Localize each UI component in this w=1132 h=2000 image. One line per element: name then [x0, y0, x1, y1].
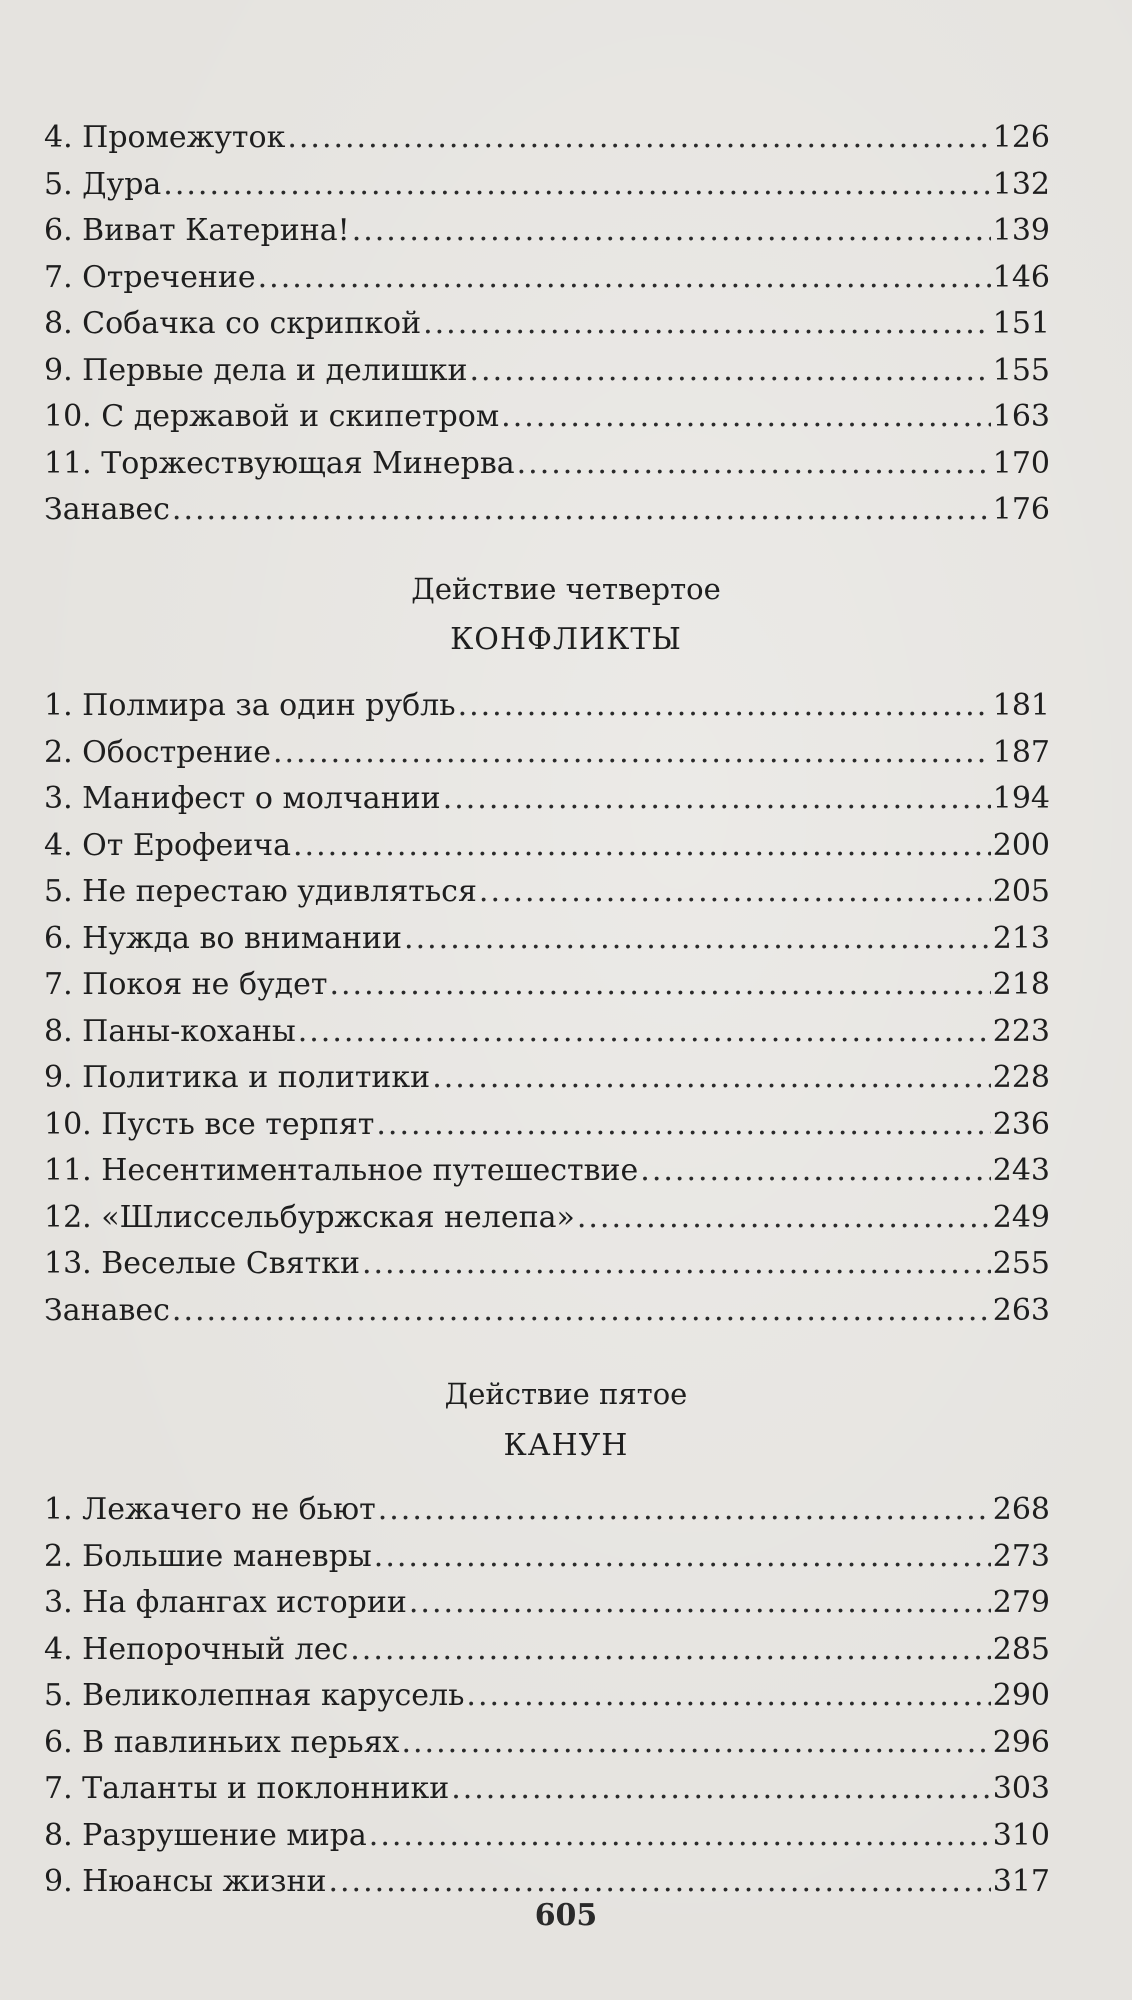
- toc-entry-title: 5. Великолепная карусель: [44, 1678, 465, 1713]
- toc-entry-page: 213: [992, 920, 1050, 956]
- toc-entry-title: 6. Виват Катерина!: [44, 213, 350, 248]
- toc-entry: [44, 1195, 1050, 1242]
- toc-entry-title: 4. От Ерофеича: [44, 827, 292, 863]
- toc-entry-page: 317: [992, 1864, 1050, 1899]
- dot-leader: [374, 1534, 991, 1581]
- toc-entry-title: 2. Обострение: [44, 734, 271, 770]
- dot-leader: [172, 1288, 991, 1335]
- toc-entry-title: Занавес: [44, 1292, 170, 1328]
- dot-leader: [258, 255, 991, 302]
- toc-entry-page: 263: [992, 1292, 1050, 1328]
- toc-entry-page: 310: [992, 1817, 1050, 1853]
- toc-entry-page: 218: [992, 967, 1050, 1002]
- toc-entry-title: 5. Дура: [44, 166, 162, 202]
- dot-leader: [163, 162, 990, 209]
- toc-block-act-three: [44, 115, 1050, 534]
- toc-entry: [44, 823, 1050, 870]
- section-header-act-four: Действие четвертое: [411, 572, 721, 606]
- toc-entry: [44, 1288, 1050, 1335]
- toc-entry-page: 187: [992, 734, 1050, 770]
- toc-entry-title: 7. Таланты и поклонники: [44, 1771, 450, 1806]
- toc-entry: [44, 1627, 1050, 1674]
- toc-entry-page: 205: [992, 874, 1050, 909]
- toc-entry-page: 176: [992, 492, 1050, 527]
- toc-entry-title: 7. Покоя не будет: [44, 967, 328, 1002]
- toc-entry: [44, 487, 1050, 534]
- toc-entry-page: 236: [992, 1106, 1050, 1142]
- toc-entry-title: 6. Нужда во внимании: [44, 920, 403, 956]
- section-title-eve: КАНУН: [503, 1428, 629, 1463]
- toc-entry-title: 4. Непорочный лес: [44, 1631, 349, 1667]
- toc-entry-page: 290: [992, 1678, 1050, 1713]
- toc-entry: [44, 1148, 1050, 1195]
- toc-entry-page: 126: [992, 120, 1050, 155]
- dot-leader: [458, 683, 991, 730]
- toc-entry-title: 8. Собачка со скрипкой: [44, 306, 422, 341]
- toc-entry: [44, 1487, 1050, 1534]
- dot-leader: [517, 441, 991, 488]
- dot-leader: [479, 869, 991, 916]
- toc-entry-title: 5. Не перестаю удивляться: [44, 874, 477, 909]
- toc-entry-title: 10. Пусть все терпят: [44, 1106, 375, 1142]
- toc-entry-page: 163: [992, 399, 1050, 434]
- toc-entry-page: 273: [992, 1538, 1050, 1574]
- toc-entry-title: Занавес: [44, 492, 170, 527]
- dot-leader: [466, 1673, 990, 1720]
- dot-leader: [404, 916, 991, 963]
- toc-entry: [44, 1009, 1050, 1056]
- toc-block-act-five: [44, 1487, 1050, 1906]
- toc-entry-page: 151: [992, 306, 1050, 341]
- toc-entry-page: 285: [992, 1631, 1050, 1667]
- toc-entry: [44, 730, 1050, 777]
- dot-leader: [401, 1720, 990, 1767]
- toc-entry-page: 223: [992, 1013, 1050, 1049]
- toc-entry-page: 279: [992, 1585, 1050, 1620]
- dot-leader: [501, 394, 991, 441]
- toc-entry-title: 9. Нюансы жизни: [44, 1864, 327, 1899]
- toc-entry-title: 9. Первые дела и делишки: [44, 352, 468, 388]
- toc-entry: [44, 1241, 1050, 1288]
- toc-entry-title: 3. На флангах истории: [44, 1585, 407, 1620]
- dot-leader: [350, 1627, 990, 1674]
- toc-entry: [44, 115, 1050, 162]
- toc-entry: [44, 441, 1050, 488]
- dot-leader: [432, 1055, 991, 1102]
- toc-entry-title: 8. Паны-коханы: [44, 1013, 296, 1049]
- page-number: 605: [534, 1898, 598, 1933]
- toc-entry-page: 155: [992, 352, 1050, 388]
- dot-leader: [451, 1766, 991, 1813]
- toc-entry: [44, 916, 1050, 963]
- toc-entry-page: 139: [992, 213, 1050, 248]
- toc-entry-title: 11. Несентиментальное путешествие: [44, 1153, 639, 1188]
- toc-entry: [44, 1102, 1050, 1149]
- toc-entry: [44, 255, 1050, 302]
- toc-entry-title: 1. Лежачего не бьют: [44, 1492, 376, 1527]
- toc-entry: [44, 1580, 1050, 1627]
- dot-leader: [378, 1487, 991, 1534]
- toc-entry-page: 146: [992, 259, 1050, 295]
- toc-entry: [44, 162, 1050, 209]
- toc-entry: [44, 776, 1050, 823]
- dot-leader: [329, 962, 990, 1009]
- toc-entry-title: 10. С державой и скипетром: [44, 399, 500, 434]
- dot-leader: [376, 1102, 990, 1149]
- dot-leader: [423, 301, 991, 348]
- toc-entry-title: 11. Торжествующая Минерва: [44, 445, 515, 481]
- toc-entry-page: 255: [992, 1246, 1050, 1281]
- toc-entry-title: 9. Политика и политики: [44, 1060, 431, 1095]
- toc-entry-title: 13. Веселые Святки: [44, 1246, 360, 1281]
- toc-entry-title: 6. В павлиньих перьях: [44, 1724, 400, 1760]
- toc-entry-page: 296: [992, 1724, 1050, 1760]
- toc-entry-page: 170: [992, 445, 1050, 481]
- dot-leader: [172, 487, 991, 534]
- toc-entry-title: 2. Большие маневры: [44, 1538, 372, 1574]
- toc-entry: [44, 348, 1050, 395]
- toc-entry-title: 3. Манифест о молчании: [44, 781, 441, 816]
- toc-entry-title: 12. «Шлиссельбуржская нелепа»: [44, 1199, 575, 1235]
- toc-entry-page: 194: [992, 781, 1050, 816]
- toc-block-act-four: [44, 683, 1050, 1334]
- toc-entry-title: 4. Промежуток: [44, 120, 286, 155]
- toc-entry: [44, 962, 1050, 1009]
- toc-entry-page: 181: [992, 688, 1050, 723]
- toc-entry-page: 243: [992, 1153, 1050, 1188]
- toc-entry: [44, 1673, 1050, 1720]
- toc-entry-page: 249: [992, 1199, 1050, 1235]
- toc-entry: [44, 301, 1050, 348]
- toc-entry: [44, 869, 1050, 916]
- dot-leader: [273, 730, 991, 777]
- toc-entry-page: 268: [992, 1492, 1050, 1527]
- dot-leader: [369, 1813, 991, 1860]
- toc-entry: [44, 1720, 1050, 1767]
- toc-entry-title: 7. Отречение: [44, 259, 256, 295]
- toc-entry: [44, 394, 1050, 441]
- dot-leader: [409, 1580, 991, 1627]
- dot-leader: [640, 1148, 990, 1195]
- toc-entry-title: 8. Разрушение мира: [44, 1817, 367, 1853]
- toc-entry-page: 200: [992, 827, 1050, 863]
- dot-leader: [362, 1241, 991, 1288]
- dot-leader: [352, 208, 991, 255]
- toc-entry: [44, 1055, 1050, 1102]
- dot-leader: [287, 115, 990, 162]
- toc-entry-page: 132: [992, 166, 1050, 202]
- dot-leader: [470, 348, 991, 395]
- section-header-act-five: Действие пятое: [444, 1377, 688, 1411]
- section-title-conflicts: КОНФЛИКТЫ: [450, 622, 682, 657]
- dot-leader: [577, 1195, 991, 1242]
- toc-entry-page: 228: [992, 1060, 1050, 1095]
- dot-leader: [293, 823, 991, 870]
- toc-entry: [44, 1766, 1050, 1813]
- toc-entry: [44, 1534, 1050, 1581]
- toc-entry: [44, 1813, 1050, 1860]
- dot-leader: [298, 1009, 991, 1056]
- toc-entry-title: 1. Полмира за один рубль: [44, 688, 456, 723]
- toc-entry-page: 303: [992, 1771, 1050, 1806]
- toc-entry: [44, 683, 1050, 730]
- dot-leader: [443, 776, 991, 823]
- toc-entry: [44, 208, 1050, 255]
